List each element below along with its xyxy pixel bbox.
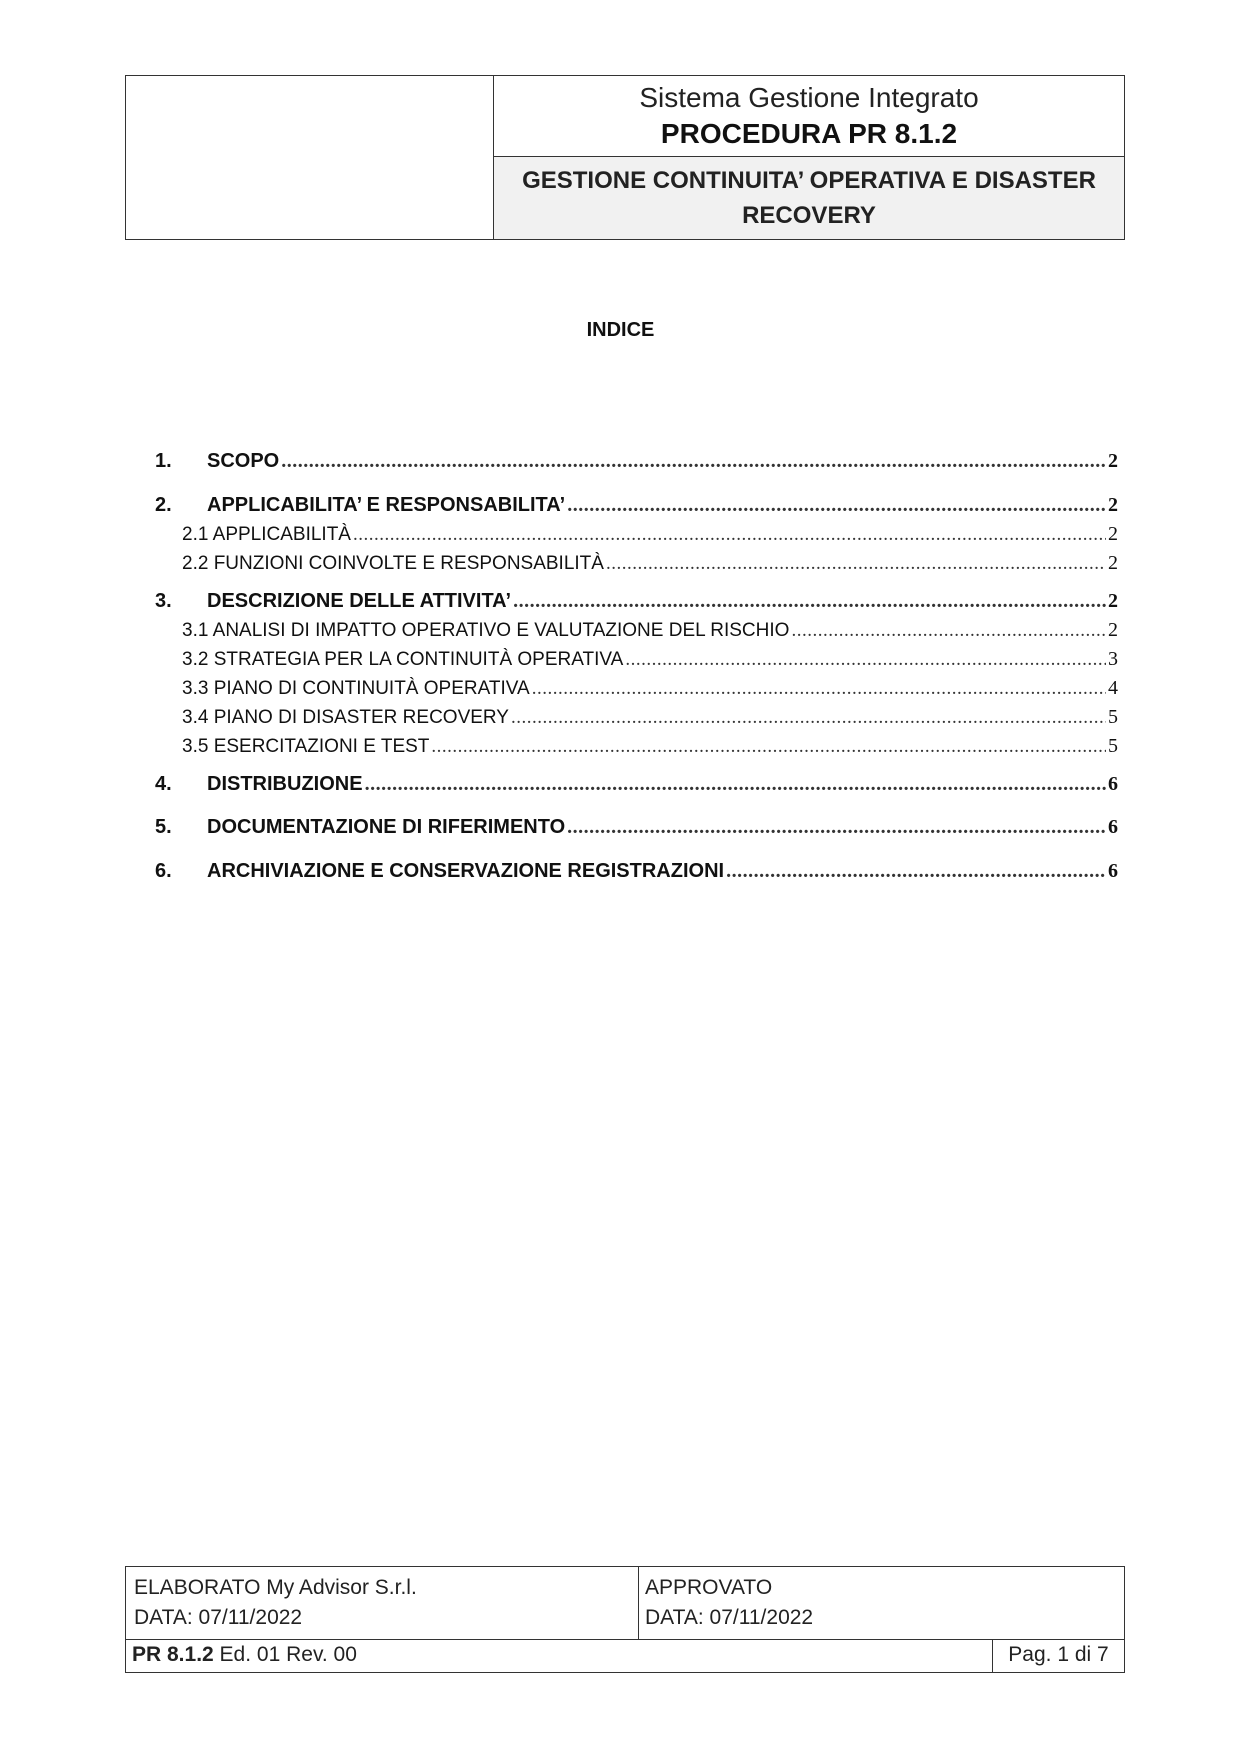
toc-entry-page: 2: [1108, 552, 1118, 574]
document-reference: [126, 1640, 992, 1672]
toc-entry-page: 5: [1108, 735, 1118, 757]
document-code: PR 8.1.2: [132, 1643, 214, 1666]
toc-dot-leader: [281, 450, 1106, 473]
toc-entry-number: 6.: [155, 860, 172, 882]
toc-entry[interactable]: [155, 619, 1118, 649]
toc-dot-leader: [606, 553, 1106, 575]
toc-entry-page: 4: [1108, 677, 1118, 699]
toc-entry[interactable]: [155, 677, 1118, 707]
toc-entry[interactable]: [155, 450, 1118, 480]
toc-dot-leader: [567, 816, 1106, 839]
toc-dot-leader: [431, 736, 1106, 758]
toc-entry-page: 5: [1108, 706, 1118, 728]
logo-area: [126, 76, 494, 239]
toc-entry-label: ARCHIVIAZIONE E CONSERVAZIONE REGISTRAZIONI: [207, 860, 725, 882]
toc-dot-leader: [511, 707, 1106, 729]
toc-entry-page: 2: [1108, 590, 1118, 612]
toc-entry-label: DESCRIZIONE DELLE ATTIVITA’: [207, 590, 512, 612]
toc-entry[interactable]: [155, 494, 1118, 524]
toc-dot-leader: [353, 524, 1106, 546]
approved-label: APPROVATO: [645, 1576, 773, 1599]
toc-dot-leader: [513, 590, 1106, 613]
document-title-block: [494, 157, 1124, 239]
approved-cell: [639, 1567, 1124, 1639]
prepared-cell: [126, 1567, 639, 1639]
page-number: Pag. 1 di 7: [992, 1640, 1124, 1672]
toc-entry[interactable]: [155, 735, 1118, 765]
document-footer: [125, 1566, 1125, 1673]
toc-entry-page: 2: [1108, 450, 1118, 472]
toc-entry[interactable]: [155, 552, 1118, 582]
toc-entry-number: 1.: [155, 450, 172, 472]
index-heading: INDICE: [586, 319, 655, 341]
toc-entry-number: 5.: [155, 816, 172, 838]
toc-entry[interactable]: [155, 590, 1118, 620]
toc-entry-number: 4.: [155, 773, 172, 795]
toc-entry-label: DOCUMENTAZIONE DI RIFERIMENTO: [207, 816, 566, 838]
toc-entry-label: 3.5 ESERCITAZIONI E TEST: [182, 736, 430, 757]
toc-entry[interactable]: [155, 860, 1118, 890]
toc-entry-label: 3.1 ANALISI DI IMPATTO OPERATIVO E VALUTAZIONE DEL RISCHIO: [182, 620, 790, 641]
document-edition: Ed. 01 Rev. 00: [213, 1643, 357, 1666]
toc-dot-leader: [532, 678, 1106, 700]
toc-entry[interactable]: [155, 648, 1118, 678]
procedure-code: PROCEDURA PR 8.1.2: [660, 118, 958, 149]
header-title-block: [494, 76, 1124, 157]
toc-entry-label: SCOPO: [207, 450, 280, 472]
toc-entry-label: DISTRIBUZIONE: [207, 773, 363, 795]
toc-entry-page: 2: [1108, 494, 1118, 516]
toc-entry-label: 3.4 PIANO DI DISASTER RECOVERY: [182, 707, 509, 728]
document-header: [125, 75, 1125, 240]
toc-entry-page: 2: [1108, 619, 1118, 641]
document-title: GESTIONE CONTINUITA’ OPERATIVA E DISASTER RECOVERY: [522, 167, 1096, 229]
toc-entry[interactable]: [155, 816, 1118, 846]
toc-entry[interactable]: [155, 523, 1118, 553]
toc-entry[interactable]: [155, 773, 1118, 803]
toc-dot-leader: [625, 649, 1106, 671]
toc-entry-label: 2.2 FUNZIONI COINVOLTE E RESPONSABILITÀ: [182, 553, 604, 574]
toc-dot-leader: [365, 773, 1106, 796]
prepared-by: ELABORATO My Advisor S.r.l.: [134, 1576, 417, 1599]
header-info: [494, 76, 1124, 239]
toc-entry-label: 3.2 STRATEGIA PER LA CONTINUITÀ OPERATIVA: [182, 649, 624, 670]
toc-entry-label: APPLICABILITA’ E RESPONSABILITA’: [207, 494, 566, 516]
system-name: Sistema Gestione Integrato: [639, 82, 979, 113]
toc-dot-leader: [567, 494, 1106, 517]
toc-entry-page: 3: [1108, 648, 1118, 670]
toc-entry-page: 6: [1108, 860, 1118, 882]
toc-dot-leader: [791, 620, 1106, 642]
toc-entry-number: 3.: [155, 590, 172, 612]
toc-dot-leader: [726, 860, 1106, 883]
toc-entry-label: 2.1 APPLICABILITÀ: [182, 524, 351, 545]
toc-entry[interactable]: [155, 706, 1118, 736]
toc-entry-page: 6: [1108, 773, 1118, 795]
prepared-date: DATA: 07/11/2022: [134, 1606, 303, 1629]
toc-entry-label: 3.3 PIANO DI CONTINUITÀ OPERATIVA: [182, 678, 530, 699]
toc-entry-page: 2: [1108, 523, 1118, 545]
toc-entry-number: 2.: [155, 494, 172, 516]
toc-entry-page: 6: [1108, 816, 1118, 838]
approved-date: DATA: 07/11/2022: [645, 1606, 814, 1629]
